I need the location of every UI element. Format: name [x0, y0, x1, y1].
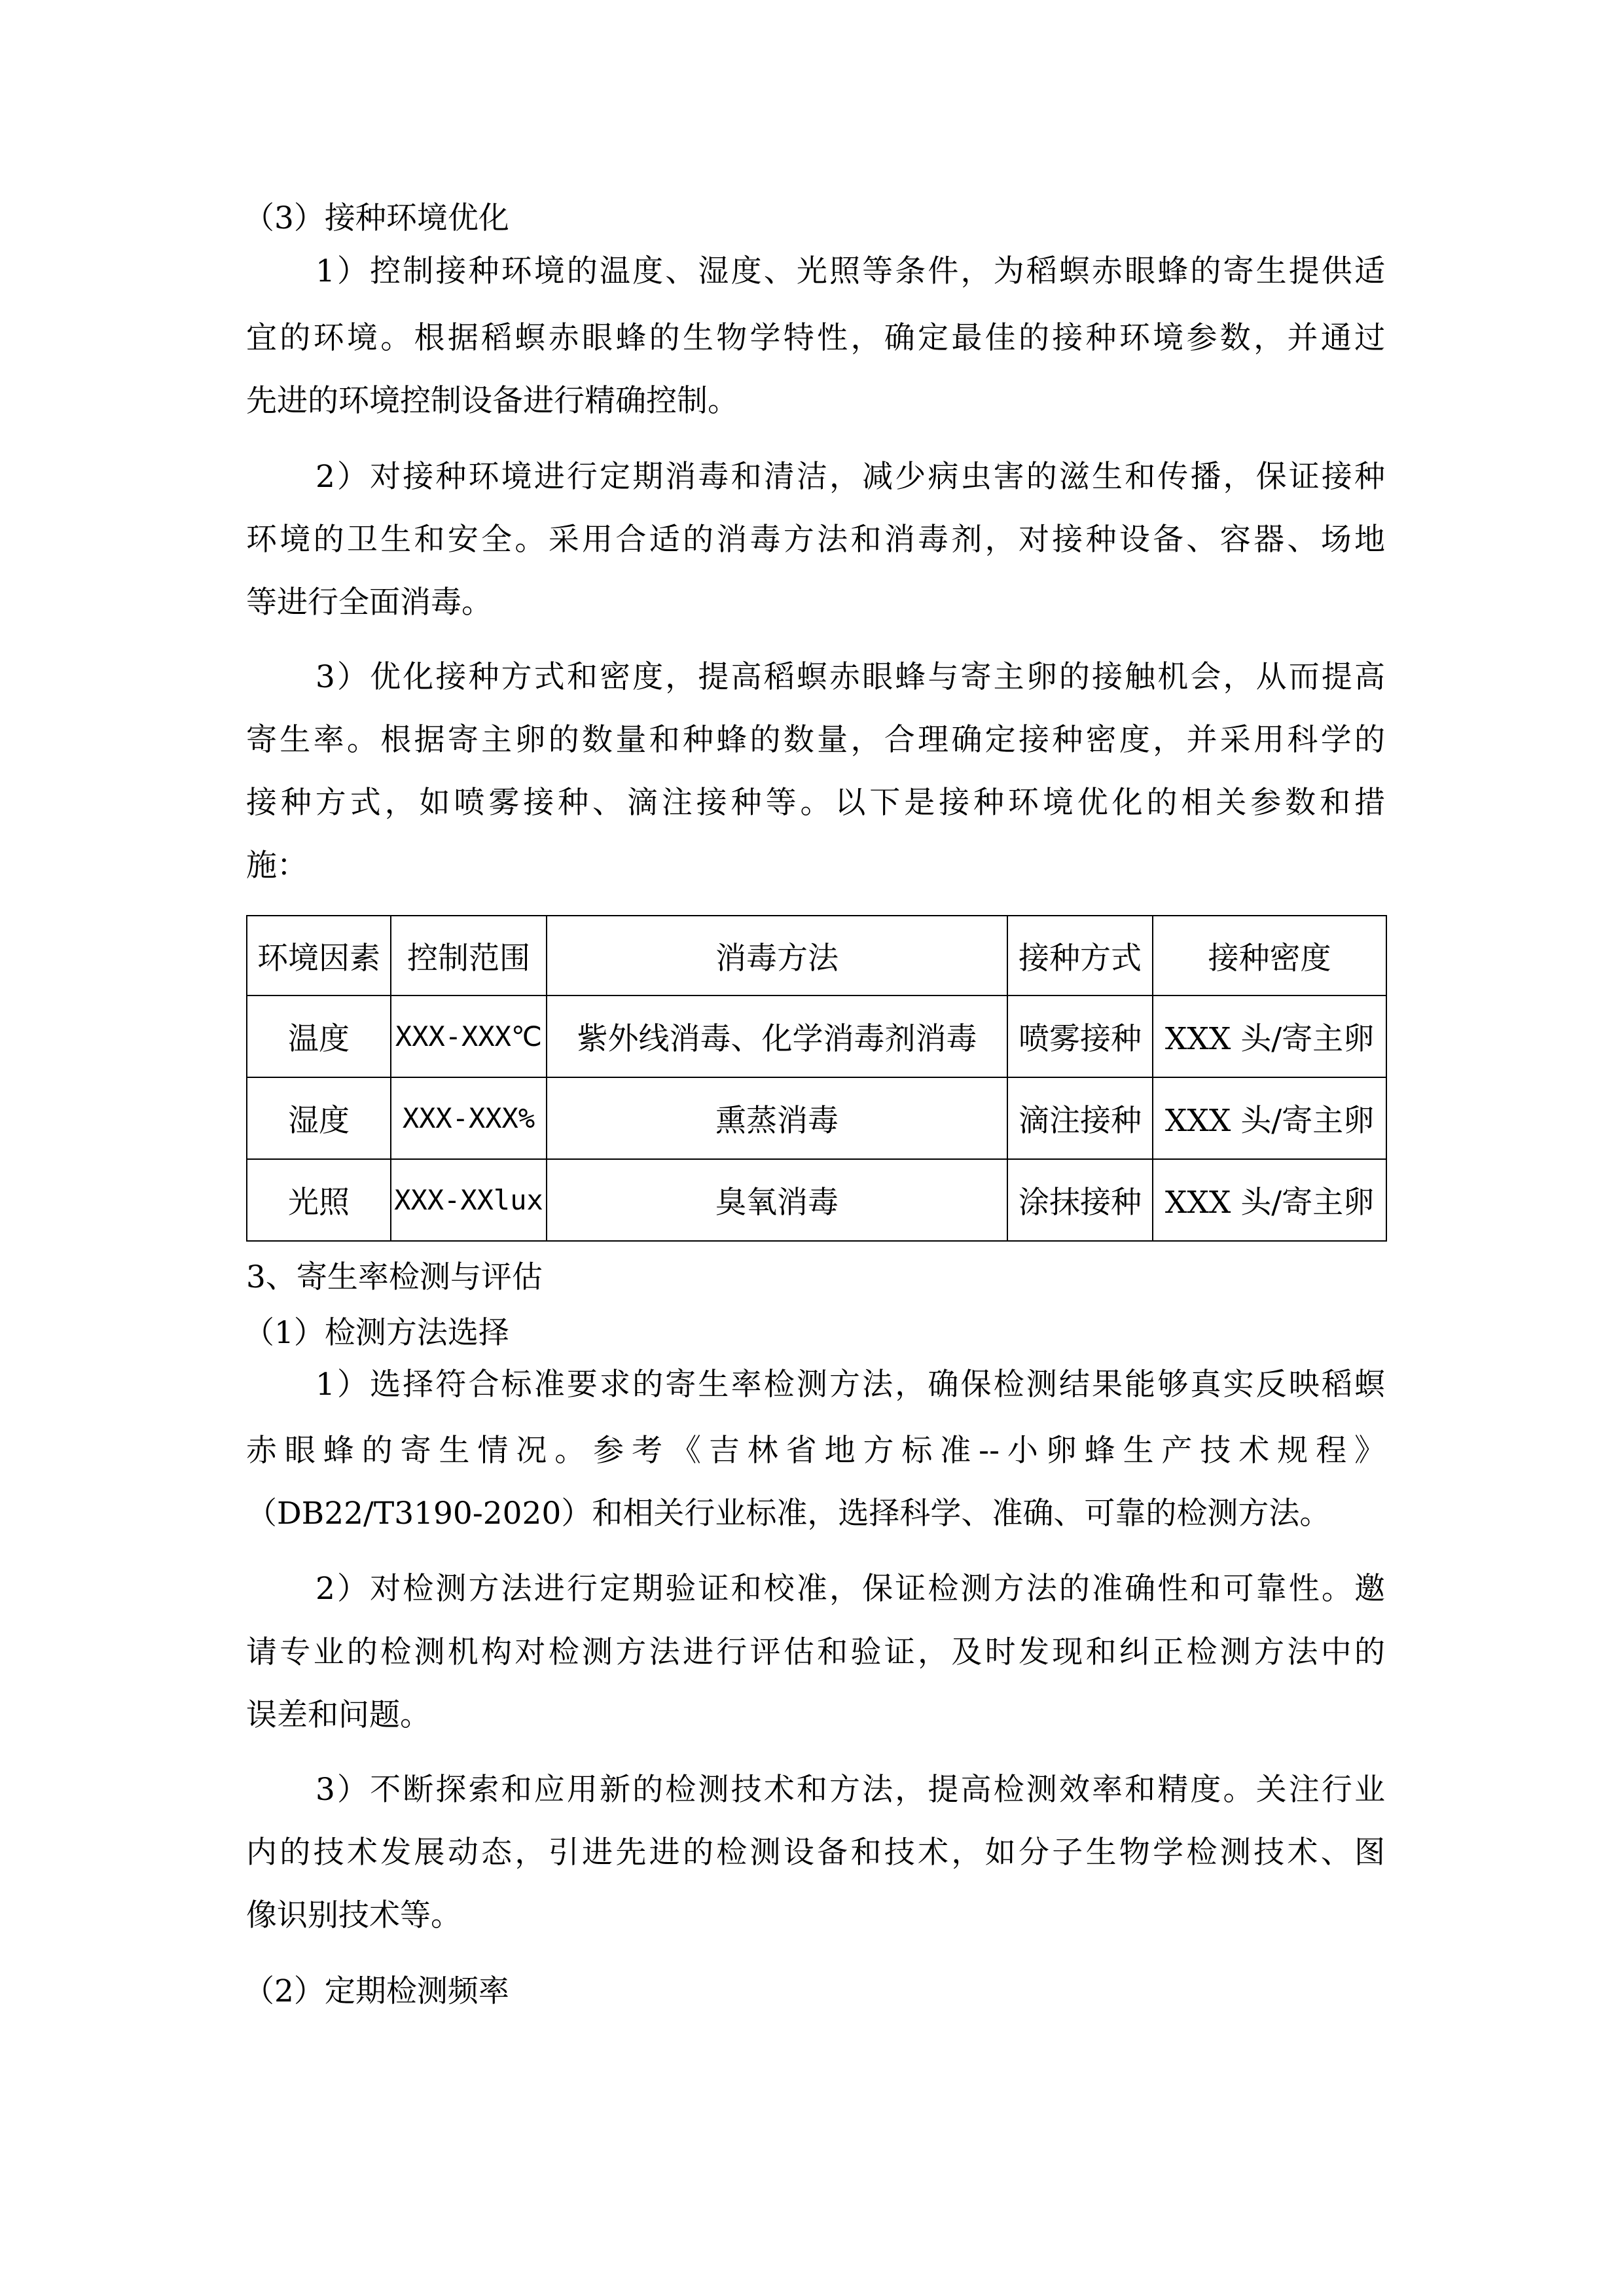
paragraph-line: 宜的环境。根据稻螟赤眼蜂的生物学特性，确定最佳的接种环境参数，并通过 — [246, 320, 1385, 356]
table-cell: 光照 — [247, 1159, 391, 1241]
paragraph-line: 2）对检测方法进行定期验证和校准，保证检测方法的准确性和可靠性。邀 — [316, 1571, 1385, 1607]
table-cell: 紫外线消毒、化学消毒剂消毒 — [547, 996, 1007, 1077]
paragraph-line: 内的技术发展动态，引进先进的检测设备和技术，如分子生物学检测技术、图 — [246, 1835, 1385, 1871]
table-cell: 喷雾接种 — [1007, 996, 1153, 1077]
paragraph-line: 1）控制接种环境的温度、湿度、光照等条件，为稻螟赤眼蜂的寄生提供适 — [316, 253, 1385, 289]
paragraph-line: 1）选择符合标准要求的寄生率检测方法，确保检测结果能够真实反映稻螟 — [316, 1367, 1385, 1403]
subsection-heading-2: （2）定期检测频率 — [244, 1973, 509, 2009]
table-header-cell: 接种方式 — [1007, 916, 1153, 996]
paragraph-line: 赤眼蜂的寄生情况。参考《吉林省地方标准--小卵蜂生产技术规程》 — [246, 1433, 1385, 1469]
table-header-cell: 控制范围 — [391, 916, 547, 996]
paragraph-line: 施： — [246, 848, 308, 884]
section-heading-main-3: 3、寄生率检测与评估 — [246, 1259, 543, 1295]
table-cell: XXX 头/寄主卵 — [1153, 996, 1386, 1077]
paragraph-line: （DB22/T3190-2020）和相关行业标准，选择科学、准确、可靠的检测方法。 — [246, 1496, 1331, 1532]
table-cell: XXX 头/寄主卵 — [1153, 1077, 1386, 1159]
table-cell: XXX-XXX℃ — [391, 996, 547, 1077]
paragraph-line: 3）优化接种方式和密度，提高稻螟赤眼蜂与寄主卵的接触机会，从而提高 — [316, 659, 1385, 695]
table-row — [247, 996, 1386, 1077]
paragraph-line: 接种方式，如喷雾接种、滴注接种等。以下是接种环境优化的相关参数和措 — [246, 785, 1385, 821]
table-cell: 熏蒸消毒 — [547, 1077, 1007, 1159]
table-cell: 湿度 — [247, 1077, 391, 1159]
table-header-cell: 环境因素 — [247, 916, 391, 996]
paragraph-line: 先进的环境控制设备进行精确控制。 — [246, 383, 738, 419]
table-cell: 臭氧消毒 — [547, 1159, 1007, 1241]
paragraph-line: 请专业的检测机构对检测方法进行评估和验证，及时发现和纠正检测方法中的 — [246, 1634, 1385, 1670]
subsection-heading-1: （1）检测方法选择 — [244, 1315, 509, 1351]
paragraph-line: 寄生率。根据寄主卵的数量和种蜂的数量，合理确定接种密度，并采用科学的 — [246, 722, 1385, 758]
paragraph-line: 2）对接种环境进行定期消毒和清洁，减少病虫害的滋生和传播，保证接种 — [316, 459, 1385, 495]
table-header-cell: 消毒方法 — [547, 916, 1007, 996]
table-cell: 温度 — [247, 996, 391, 1077]
paragraph-line: 环境的卫生和安全。采用合适的消毒方法和消毒剂，对接种设备、容器、场地 — [246, 522, 1385, 558]
table-header-cell: 接种密度 — [1153, 916, 1386, 996]
paragraph-line: 像识别技术等。 — [246, 1897, 461, 1933]
table-cell: XXX-XXX% — [391, 1077, 547, 1159]
table-cell: XXX-XXlux — [391, 1159, 547, 1241]
paragraph-line: 误差和问题。 — [246, 1697, 431, 1733]
table-cell: XXX 头/寄主卵 — [1153, 1159, 1386, 1241]
paragraph-line: 等进行全面消毒。 — [246, 584, 492, 620]
environment-parameter-table — [246, 915, 1387, 1242]
table-cell: 滴注接种 — [1007, 1077, 1153, 1159]
table-row — [247, 1077, 1386, 1159]
table-row — [247, 1159, 1386, 1241]
table-header-row — [247, 916, 1386, 996]
section-heading-3: （3）接种环境优化 — [244, 200, 509, 236]
paragraph-line: 3）不断探索和应用新的检测技术和方法，提高检测效率和精度。关注行业 — [316, 1772, 1385, 1808]
table-cell: 涂抹接种 — [1007, 1159, 1153, 1241]
